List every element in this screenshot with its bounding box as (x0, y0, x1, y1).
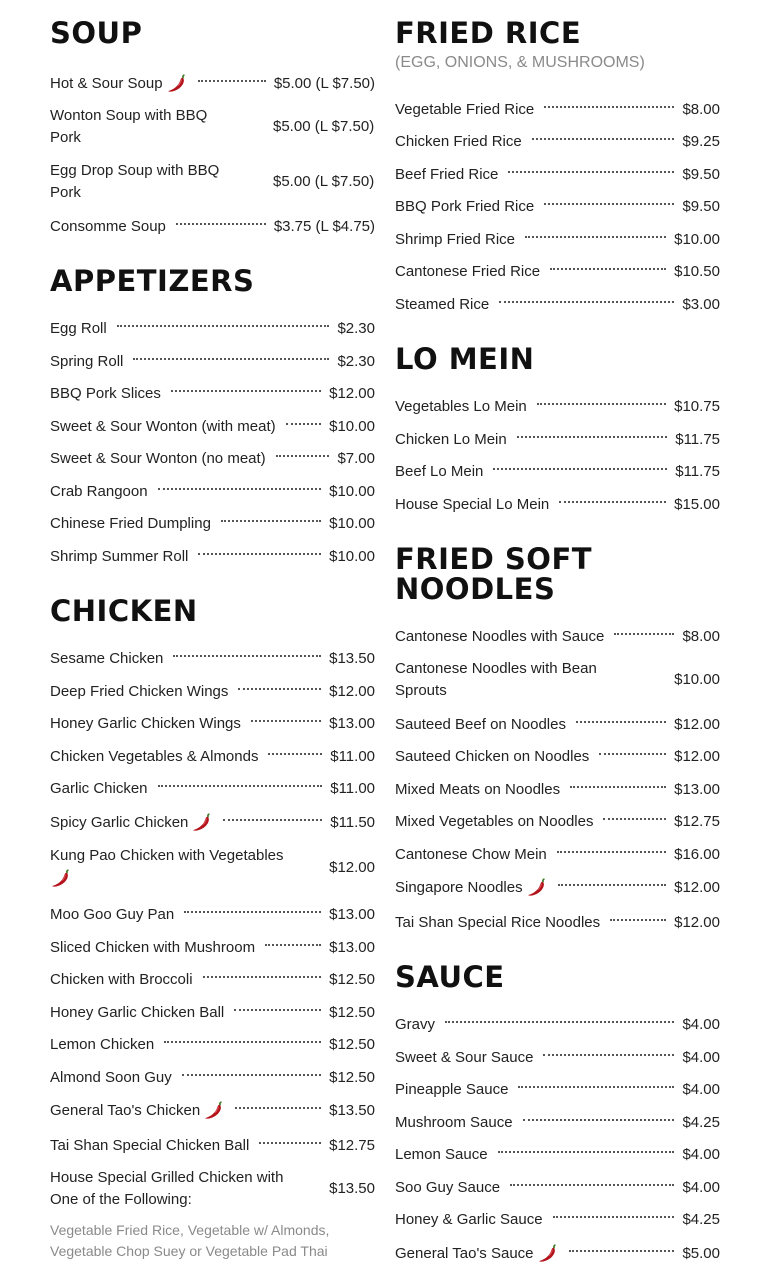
appetizers-section (50, 266, 375, 296)
menu-item (395, 1208, 720, 1230)
item-name: Sweet & Sour Sauce (395, 1048, 534, 1066)
item-price: $11.75 (675, 462, 720, 480)
menu-item (50, 745, 375, 767)
item-price: $5.00 (L $7.50) (273, 74, 375, 92)
menu-item (50, 447, 375, 469)
leader-dots (603, 818, 666, 820)
chili-pepper-icon (166, 72, 188, 94)
item-name: Mixed Vegetables on Noodles (395, 812, 594, 830)
item-price: $13.00 (674, 780, 720, 798)
menu-item (395, 98, 720, 120)
menu-item (50, 215, 375, 237)
chili-pepper-icon (526, 876, 548, 898)
item-price: $13.00 (329, 714, 375, 732)
section-title: APPETIZERS (50, 264, 255, 298)
item-name: Sweet & Sour Wonton (with meat) (50, 417, 276, 435)
item-price: $12.00 (329, 384, 375, 402)
item-name: Beef Fried Rice (395, 165, 499, 183)
item-name: Chicken with Broccoli (50, 970, 193, 988)
item-name: Egg Drop Soup with BBQ Pork (50, 162, 220, 201)
section-title: SAUCE (395, 960, 505, 994)
leader-dots (238, 688, 321, 690)
leader-dots (259, 1142, 321, 1144)
section-title: FRIED SOFT NOODLES (395, 542, 593, 606)
item-price: $4.00 (682, 1015, 720, 1033)
menu-item (50, 512, 375, 534)
item-name: Steamed Rice (395, 295, 490, 313)
item-name: Vegetable Fried Rice (395, 100, 535, 118)
item-name: Sesame Chicken (50, 649, 164, 667)
item-price: $13.50 (329, 649, 375, 667)
item-price: $10.75 (674, 397, 720, 415)
leader-dots (133, 358, 329, 360)
item-name: Mixed Meats on Noodles (395, 780, 561, 798)
leader-dots (550, 268, 666, 270)
menu-item (395, 163, 720, 185)
item-price: $9.25 (682, 132, 720, 150)
item-name: Tai Shan Special Chicken Ball (50, 1136, 250, 1154)
item-price: $11.75 (675, 430, 720, 448)
menu-item (395, 745, 720, 767)
leader-dots (184, 911, 321, 913)
item-price: $13.00 (329, 905, 375, 923)
leader-dots (268, 753, 322, 755)
menu-item (395, 843, 720, 865)
item-price: $4.00 (682, 1048, 720, 1066)
menu-item (50, 777, 375, 799)
item-price: $15.00 (674, 495, 720, 513)
item-price: $3.00 (682, 295, 720, 313)
item-price: $4.25 (682, 1113, 720, 1131)
leader-dots (498, 1151, 675, 1153)
item-name: Hot & Sour Soup (50, 74, 163, 92)
leader-dots (499, 301, 674, 303)
leader-dots (537, 403, 666, 405)
item-price: $12.00 (674, 715, 720, 733)
item-name: House Special Grilled Chicken with One of the Following: (50, 1169, 284, 1208)
menu-item (395, 778, 720, 800)
menu-item (395, 1242, 720, 1264)
item-price: $12.50 (329, 1035, 375, 1053)
item-name: Chicken Lo Mein (395, 430, 507, 448)
item-name: General Tao's Sauce (395, 1244, 534, 1262)
item-name: Cantonese Chow Mein (395, 845, 547, 863)
leader-dots (570, 786, 666, 788)
item-name: BBQ Pork Slices (50, 384, 161, 402)
item-price: $7.00 (337, 449, 375, 467)
leader-dots (543, 1054, 674, 1056)
item-price: $12.75 (674, 812, 720, 830)
item-price: $12.00 (329, 859, 375, 876)
item-name: Gravy (395, 1015, 436, 1033)
item-price: $10.00 (329, 482, 375, 500)
item-name: Sauteed Beef on Noodles (395, 715, 566, 733)
leader-dots (234, 1009, 321, 1011)
item-price: $12.75 (329, 1136, 375, 1154)
menu-item (50, 903, 375, 925)
chili-pepper-icon (203, 1099, 225, 1121)
menu-item (50, 72, 375, 94)
menu-item (395, 1111, 720, 1133)
menu-item (50, 160, 375, 204)
item-price: $12.00 (674, 878, 720, 896)
item-price: $13.50 (329, 1101, 375, 1119)
item-name: Almond Soon Guy (50, 1068, 172, 1086)
item-name: Shrimp Fried Rice (395, 230, 516, 248)
leader-dots (508, 171, 674, 173)
section-subtitle: (EGG, ONIONS, & MUSHROOMS) (395, 54, 645, 71)
leader-dots (176, 223, 266, 225)
item-name: Honey & Garlic Sauce (395, 1210, 543, 1228)
leader-dots (171, 390, 321, 392)
leader-dots (117, 325, 330, 327)
item-price: $10.50 (674, 262, 720, 280)
leader-dots (286, 423, 321, 425)
item-price: $12.00 (674, 747, 720, 765)
item-price: $16.00 (674, 845, 720, 863)
item-price: $12.50 (329, 1068, 375, 1086)
leader-dots (558, 884, 667, 886)
item-name: Singapore Noodles (395, 878, 523, 896)
menu-item (50, 1001, 375, 1023)
leader-dots (182, 1074, 321, 1076)
leader-dots (198, 553, 321, 555)
item-name: Soo Guy Sauce (395, 1178, 501, 1196)
menu-item (50, 480, 375, 502)
menu-item (50, 1166, 375, 1212)
leader-dots (510, 1184, 674, 1186)
item-name: Tai Shan Special Rice Noodles (395, 913, 601, 931)
menu-item (395, 195, 720, 217)
leader-dots (553, 1216, 675, 1218)
item-name: Spring Roll (50, 352, 124, 370)
menu-item (50, 680, 375, 702)
item-name: Lemon Chicken (50, 1035, 155, 1053)
menu-item (395, 460, 720, 482)
menu-item (395, 1046, 720, 1068)
menu-item (395, 876, 720, 898)
item-name: Chicken Vegetables & Almonds (50, 747, 259, 765)
leader-dots (223, 819, 322, 821)
menu-item (395, 658, 720, 702)
leader-dots (221, 520, 321, 522)
item-name: Moo Goo Guy Pan (50, 905, 175, 923)
item-price: $10.00 (329, 514, 375, 532)
section-title: FRIED RICE (395, 16, 582, 50)
fried-soft-noodles-section (395, 544, 720, 604)
chicken-section (50, 596, 375, 626)
item-name: Chinese Fried Dumpling (50, 514, 211, 532)
leader-dots (445, 1021, 674, 1023)
item-name: Crab Rangoon (50, 482, 148, 500)
sauce-section (395, 962, 720, 992)
leader-dots (517, 436, 668, 438)
leader-dots (276, 455, 330, 457)
leader-dots (518, 1086, 674, 1088)
item-price: $12.00 (674, 913, 720, 931)
item-name: Cantonese Noodles with Sauce (395, 627, 605, 645)
item-name: Mushroom Sauce (395, 1113, 513, 1131)
leader-dots (532, 138, 675, 140)
item-name: Cantonese Fried Rice (395, 262, 541, 280)
leader-dots (557, 851, 666, 853)
leader-dots (610, 919, 666, 921)
menu-item (395, 260, 720, 282)
item-name: Sweet & Sour Wonton (no meat) (50, 449, 266, 467)
item-price: $2.30 (337, 352, 375, 370)
item-name: Honey Garlic Chicken Wings (50, 714, 241, 732)
menu-item (395, 395, 720, 417)
item-price: $13.00 (329, 938, 375, 956)
item-name: Wonton Soup with BBQ Pork (50, 107, 208, 146)
menu-item (395, 1176, 720, 1198)
leader-dots (493, 468, 667, 470)
item-price: $8.00 (682, 627, 720, 645)
item-name: General Tao's Chicken (50, 1101, 201, 1119)
leader-dots (576, 721, 666, 723)
item-price: $5.00 (682, 1244, 720, 1262)
menu-item (50, 936, 375, 958)
leader-dots (158, 488, 322, 490)
item-price: $5.00 (L $7.50) (273, 118, 375, 135)
menu-item (50, 545, 375, 567)
menu-item (395, 810, 720, 832)
item-price: $10.00 (329, 547, 375, 565)
item-name: Vegetables Lo Mein (395, 397, 527, 415)
item-name: House Special Lo Mein (395, 495, 550, 513)
leader-dots (251, 720, 321, 722)
leader-dots (203, 976, 322, 978)
menu-item (50, 1099, 375, 1121)
leader-dots (158, 785, 323, 787)
chili-pepper-icon (50, 867, 72, 889)
leader-dots (198, 80, 266, 82)
item-name: Lemon Sauce (395, 1145, 488, 1163)
item-price: $9.50 (682, 197, 720, 215)
item-name: Deep Fried Chicken Wings (50, 682, 229, 700)
item-name: Beef Lo Mein (395, 462, 484, 480)
section-title: SOUP (50, 16, 143, 50)
item-price: $11.00 (330, 747, 375, 765)
menu-item (395, 293, 720, 315)
item-name: Shrimp Summer Roll (50, 547, 189, 565)
menu-item (395, 713, 720, 735)
soup-section (50, 18, 375, 48)
leader-dots (164, 1041, 321, 1043)
menu-item (50, 968, 375, 990)
section-title: CHICKEN (50, 594, 198, 628)
leader-dots (559, 501, 666, 503)
leader-dots (544, 106, 674, 108)
item-price: $12.50 (329, 970, 375, 988)
lo-mein-section (395, 344, 720, 374)
item-price: $8.00 (682, 100, 720, 118)
item-price: $13.50 (329, 1180, 375, 1197)
item-price: $9.50 (682, 165, 720, 183)
item-note: Vegetable Fried Rice, Vegetable w/ Almonds, Vegetable Chop Suey or Vegetable Pad Thai (50, 1222, 330, 1259)
leader-dots (235, 1107, 321, 1109)
leader-dots (173, 655, 321, 657)
item-price: $10.00 (674, 230, 720, 248)
item-price: $4.00 (682, 1145, 720, 1163)
item-name: Garlic Chicken (50, 779, 148, 797)
item-name: Sliced Chicken with Mushroom (50, 938, 256, 956)
menu-item (50, 712, 375, 734)
menu-item (395, 911, 720, 933)
leader-dots (569, 1250, 675, 1252)
chili-pepper-icon (537, 1242, 559, 1264)
item-price: $2.30 (337, 319, 375, 337)
item-name: Cantonese Noodles with Bean Sprouts (395, 660, 597, 699)
menu-item (395, 130, 720, 152)
section-title: LO MEIN (395, 342, 535, 376)
leader-dots (614, 633, 674, 635)
menu-item (50, 811, 375, 833)
menu-item (50, 647, 375, 669)
menu-item (50, 382, 375, 404)
menu-item (395, 1013, 720, 1035)
item-price: $10.00 (329, 417, 375, 435)
item-name: Chicken Fried Rice (395, 132, 522, 150)
menu-item (50, 350, 375, 372)
menu-item (395, 493, 720, 515)
menu-item (50, 1134, 375, 1156)
menu-item (50, 1033, 375, 1055)
leader-dots (599, 753, 666, 755)
item-name: Egg Roll (50, 319, 107, 337)
menu-item (395, 1078, 720, 1100)
chili-pepper-icon (191, 811, 213, 833)
item-price: $12.50 (329, 1003, 375, 1021)
menu-item (395, 625, 720, 647)
fried-rice-section (395, 18, 720, 48)
menu-item (395, 428, 720, 450)
item-name: Consomme Soup (50, 217, 166, 235)
item-name: Honey Garlic Chicken Ball (50, 1003, 225, 1021)
leader-dots (265, 944, 321, 946)
menu-item (395, 228, 720, 250)
item-name: Spicy Garlic Chicken (50, 813, 189, 831)
item-price: $11.00 (330, 779, 375, 797)
item-price: $10.00 (674, 671, 720, 688)
item-name: Sauteed Chicken on Noodles (395, 747, 590, 765)
item-price: $4.25 (682, 1210, 720, 1228)
item-price: $4.00 (682, 1080, 720, 1098)
item-price: $3.75 (L $4.75) (273, 217, 375, 235)
menu-item (50, 105, 375, 149)
item-name: Pineapple Sauce (395, 1080, 509, 1098)
menu-item (50, 845, 375, 891)
item-name: Kung Pao Chicken with Vegetables (50, 845, 310, 892)
menu-item (395, 1143, 720, 1165)
item-price: $12.00 (329, 682, 375, 700)
item-price: $11.50 (330, 813, 375, 831)
leader-dots (525, 236, 666, 238)
item-name: BBQ Pork Fried Rice (395, 197, 535, 215)
leader-dots (523, 1119, 675, 1121)
leader-dots (544, 203, 674, 205)
menu-item (50, 317, 375, 339)
item-price: $5.00 (L $7.50) (273, 173, 375, 190)
menu-item (50, 415, 375, 437)
item-price: $4.00 (682, 1178, 720, 1196)
menu-item (50, 1066, 375, 1088)
